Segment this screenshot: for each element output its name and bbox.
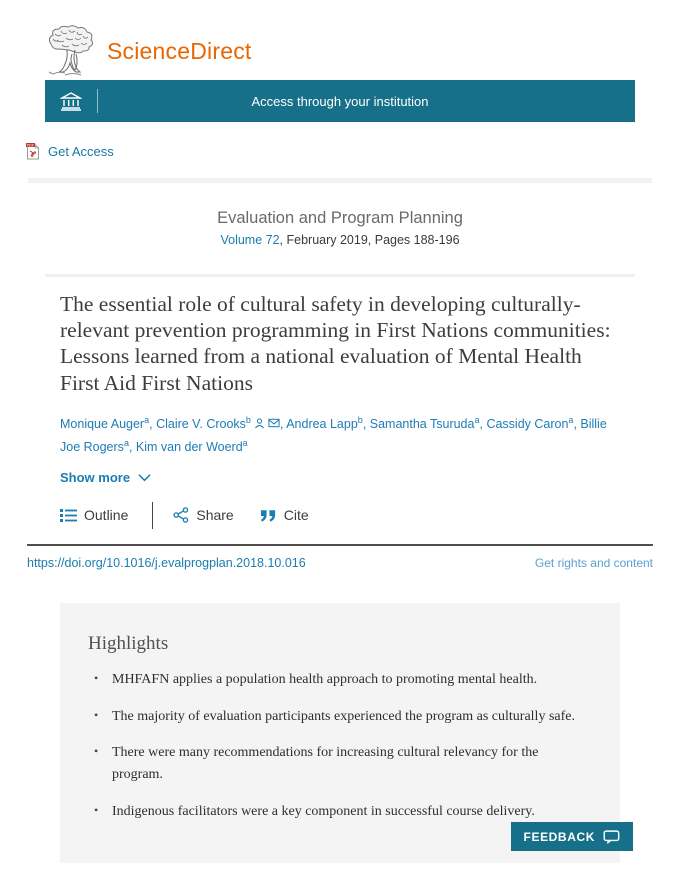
svg-text:PDF: PDF (27, 143, 34, 148)
show-more-button[interactable] (60, 470, 151, 485)
author-link-corresponding[interactable]: Claire V. Crooks$^b$ (156, 417, 280, 431)
author-link[interactable]: Kim van der Woerd$^a$ (135, 437, 248, 455)
author-link[interactable]: Monique Auger$^a$ (60, 414, 150, 432)
author-affiliation-sup: a (242, 437, 248, 448)
highlights-list (88, 669, 590, 822)
title-divider (45, 274, 635, 277)
rights-and-content-link[interactable]: Get rights and content (534, 555, 653, 570)
author-link[interactable]: Cassidy Caron$^a$ (486, 414, 574, 432)
issue-info: , February 2019, Pages 188-196 (279, 233, 460, 247)
outline-list-icon (60, 508, 77, 523)
elsevier-tree-logo-icon (45, 24, 97, 78)
author-affiliation-sup: a (568, 414, 574, 425)
highlights-title: Highlights (88, 632, 169, 654)
author-affiliation-sup: b (357, 414, 363, 425)
institution-bank-icon (45, 91, 97, 111)
cite-label: Cite (283, 507, 309, 524)
highlight-item: • There were many recommendations for increasing cultural relevancy for the program. (88, 742, 588, 785)
highlight-item: • MHFAFN applies a population health approach to promoting mental health. (88, 669, 588, 691)
access-institution-label: Access through your institution (251, 93, 429, 109)
site-header (0, 0, 680, 66)
cite-button[interactable] (260, 507, 309, 523)
article-toolbar (60, 502, 620, 529)
author-affiliation-sup: b (245, 414, 251, 425)
share-icon (173, 507, 189, 523)
feedback-button[interactable] (511, 822, 633, 851)
author-list: Monique Auger$^a$, Claire V. Crooks$^b$ , Andrea Lapp$^b$, Samantha Tsuruda$^a$, Cassidy Caron$^a$, Billie Joe Rogers$^a$, Kim van der Woerd$^a$ (60, 414, 607, 455)
email-envelope-icon (268, 418, 280, 428)
get-access-link[interactable] (25, 142, 114, 160)
show-more-label: Show more (60, 469, 131, 485)
cite-quote-icon (260, 509, 277, 522)
highlight-item: • The majority of evaluation participants experienced the program as culturally safe. (88, 706, 588, 728)
highlight-item: • Indigenous facilitators were a key component in successful course delivery. (88, 801, 588, 823)
pdf-icon (25, 142, 41, 160)
article-head (60, 291, 620, 529)
volume-link[interactable]: Volume 72 (220, 233, 280, 247)
author-affiliation-sup: a (144, 414, 150, 425)
article-title: The essential role of cultural safety in developing culturally-relevant prevention programming in First Nations communities: Lessons learned from a national evaluation of Mental Health First Aid First Nations (60, 292, 611, 395)
author-link[interactable]: Samantha Tsuruda$^a$ (369, 414, 480, 432)
author-link[interactable]: Andrea Lapp$^b$ (286, 414, 363, 432)
doi-row (27, 556, 653, 570)
author-link[interactable]: Billie Joe Rogers$^a$ (60, 417, 607, 455)
doi-link[interactable]: https://doi.org/10.1016/j.evalprogplan.2018.10.016 (27, 555, 306, 570)
share-label: Share (196, 507, 234, 524)
feedback-label: FEEDBACK (523, 829, 595, 844)
author-affiliation-sup: a (474, 414, 480, 425)
feedback-speech-bubble-icon (603, 830, 620, 844)
doi-divider (27, 544, 653, 546)
author-affiliation-sup: a (123, 437, 129, 448)
toolbar-divider (152, 502, 153, 529)
sciencedirect-logo[interactable]: ScienceDirect (107, 37, 252, 64)
journal-header (0, 209, 680, 247)
corresponding-author-icon (254, 418, 265, 429)
journal-issue-line (0, 233, 680, 247)
outline-label: Outline (84, 507, 129, 524)
get-access-label: Get Access (48, 143, 114, 159)
outline-button[interactable] (60, 507, 128, 523)
share-button[interactable] (173, 507, 233, 523)
access-institution-banner[interactable] (45, 80, 635, 122)
chevron-down-icon (138, 473, 151, 482)
section-divider (28, 178, 652, 183)
journal-title-link[interactable]: Evaluation and Program Planning (217, 209, 463, 227)
